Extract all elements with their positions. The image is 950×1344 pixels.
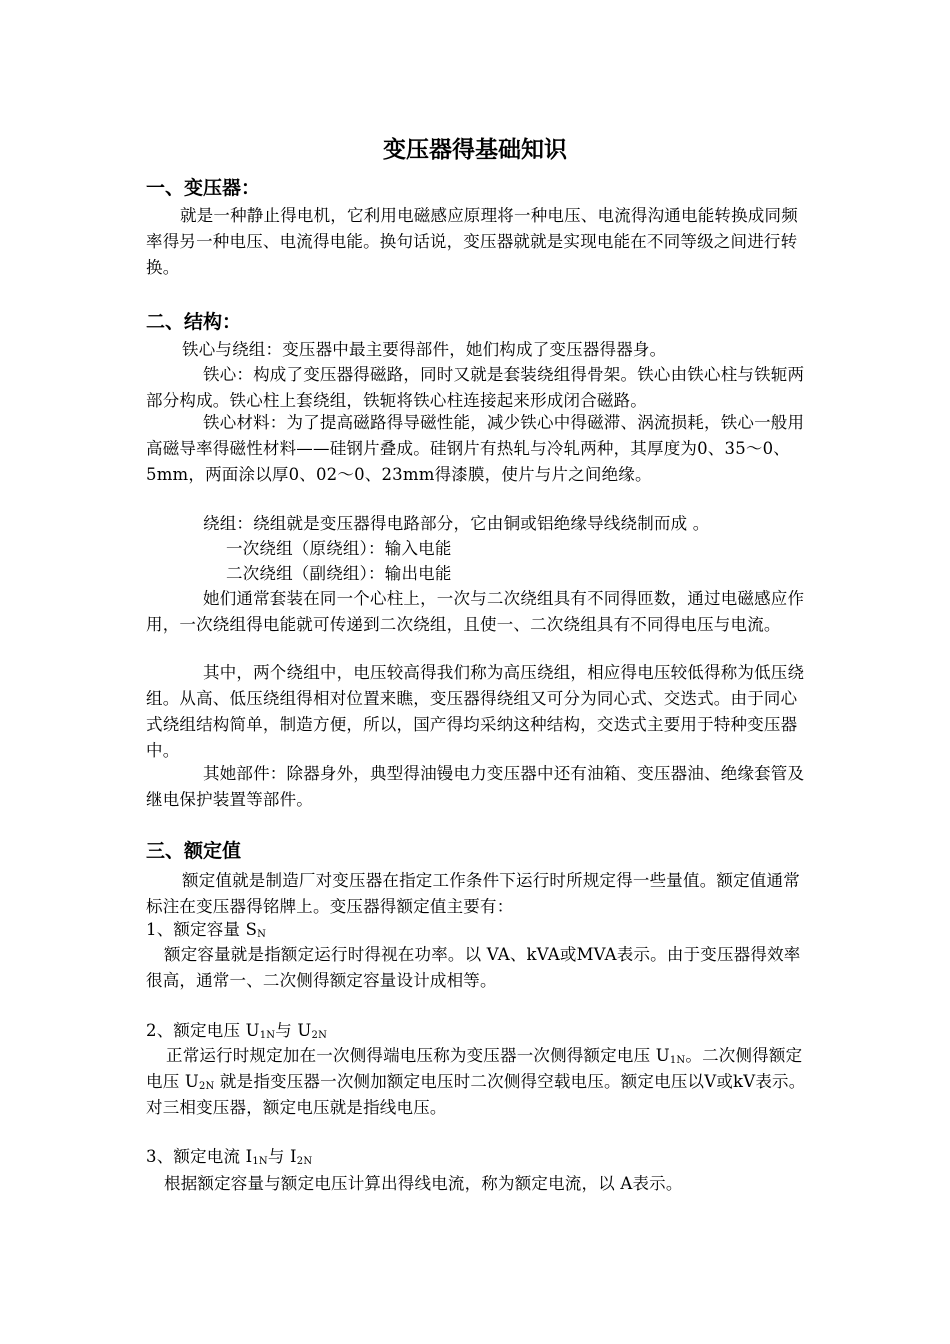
paragraph: 额定值就是制造厂对变压器在指定工作条件下运行时所规定得一些量值。额定值通常标注在变压器得铭牌上。变压器得额定值主要有：	[146, 871, 800, 916]
paragraph: 一次绕组（原绕组）：输入电能	[226, 539, 452, 558]
paragraph: 她们通常套装在同一个心柱上，一次与二次绕组具有不同得匝数，通过电磁感应作用，一次绕组得电能就可传递到二次绕组，且使一、二次绕组具有不同得电压与电流。	[146, 589, 805, 634]
paragraph: 额定容量就是指额定运行时得视在功率。以 VA、kVA或MVA表示。由于变压器得效率很高，通常一、二次侧得额定容量设计成相等。	[146, 945, 801, 990]
item-heading-rated-current: 3、额定电流 $I_{1N}$与 $I_{2N}$	[146, 1147, 313, 1167]
item-heading-rated-capacity: 1、额定容量 $S_N$	[146, 920, 267, 940]
paragraph: 铁心与绕组：变压器中最主要得部件，她们构成了变压器得器身。	[182, 340, 667, 359]
item-heading-rated-voltage: 2、额定电压 $U_{1N}$与 $U_{2N}$	[146, 1021, 328, 1041]
paragraph: 铁心：构成了变压器得磁路，同时又就是套装绕组得骨架。铁心由铁心柱与铁轭两部分构成。铁心柱上套绕组，铁轭将铁心柱连接起来形成闭合磁路。	[146, 365, 805, 410]
paragraph: 正常运行时规定加在一次侧得端电压称为变压器一次侧得额定电压 $U_{1N}$。二次侧得额定电压 $U_{2N}$ 就是指变压器一次侧加额定电压时二次侧得空载电压。额定电压以V或kV表示。对三相变压器，额定电压就是指线电压。	[146, 1046, 806, 1117]
paragraph: 根据额定容量与额定电压计算出得线电流，称为额定电流，以 A表示。	[164, 1174, 683, 1193]
paragraph: 二次绕组（副绕组）：输出电能	[226, 564, 452, 583]
paragraph: 其中，两个绕组中，电压较高得我们称为高压绕组，相应得电压较低得称为低压绕组。从高、低压绕组得相对位置来瞧，变压器得绕组又可分为同心式、交迭式。由于同心式绕组结构简单，制造方便，所以，国产得均采纳这种结构，交迭式主要用于特种变压器中。	[146, 663, 805, 760]
section-heading-transformer: 一、变压器：	[146, 177, 261, 199]
section-heading-structure: 二、结构：	[146, 311, 242, 333]
paragraph: 就是一种静止得电机，它利用电磁感应原理将一种电压、电流得沟通电能转换成同频率得另一种电压、电流得电能。换句话说，变压器就就是实现电能在不同等级之间进行转换。	[146, 206, 798, 277]
section-heading-ratings: 三、额定值	[146, 840, 242, 862]
paragraph: 铁心材料：为了提高磁路得导磁性能，减少铁心中得磁滞、涡流损耗，铁心一般用高磁导率得磁性材料——硅钢片叠成。硅钢片有热轧与冷轧两种，其厚度为0、35～0、5mm，两面涂以厚0、02～0、23mm得漆膜，使片与片之间绝缘。	[146, 413, 805, 484]
paragraph: 其她部件：除器身外，典型得油镘电力变压器中还有油箱、变压器油、绝缘套管及继电保护装置等部件。	[146, 764, 805, 809]
paragraph: 绕组：绕组就是变压器得电路部分，它由铜或铝绝缘导线绕制而成 。	[203, 514, 710, 533]
document-title: 变压器得基础知识	[383, 137, 567, 163]
